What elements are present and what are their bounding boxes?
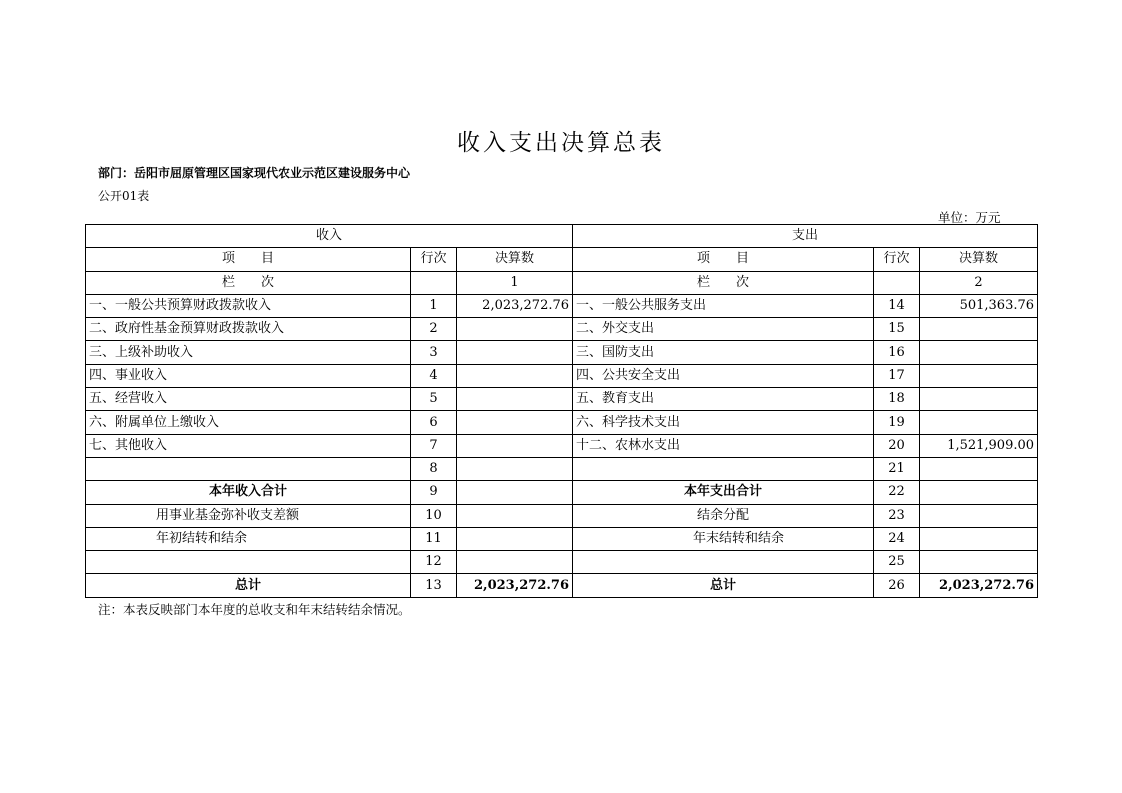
income-line-no: 6	[411, 411, 457, 434]
income-item: 年初结转和结余	[86, 527, 411, 550]
income-expense-table	[85, 224, 1038, 598]
expense-line-no: 19	[874, 411, 920, 434]
expense-total-amount: 2,023,272.76	[920, 574, 1038, 597]
expense-line-no: 14	[874, 294, 920, 317]
table-row	[86, 504, 1038, 527]
income-line-no: 1	[411, 294, 457, 317]
income-amount	[457, 364, 573, 387]
table-row	[86, 411, 1038, 434]
expense-line-no: 25	[874, 551, 920, 574]
income-line-no: 2	[411, 318, 457, 341]
expense-line-no: 21	[874, 457, 920, 480]
income-amount	[457, 434, 573, 457]
expense-item	[573, 551, 874, 574]
expense-amount	[920, 457, 1038, 480]
expense-amount	[920, 527, 1038, 550]
expense-line-no: 18	[874, 388, 920, 411]
expense-amount: 501,363.76	[920, 294, 1038, 317]
income-item: 二、政府性基金预算财政拨款收入	[86, 318, 411, 341]
income-item: 用事业基金弥补收支差额	[86, 504, 411, 527]
expense-item: 二、外交支出	[573, 318, 874, 341]
expense-item	[573, 457, 874, 480]
expense-line-header: 行次	[874, 248, 920, 271]
expense-amount	[920, 504, 1038, 527]
income-item: 五、经营收入	[86, 388, 411, 411]
income-item: 七、其他收入	[86, 434, 411, 457]
section-header-row	[86, 225, 1038, 248]
expense-item-header: 项 目	[573, 248, 874, 271]
income-amount	[457, 527, 573, 550]
income-item: 一、一般公共预算财政拨款收入	[86, 294, 411, 317]
income-amount	[457, 341, 573, 364]
income-line-no: 3	[411, 341, 457, 364]
expense-line-blank	[874, 271, 920, 294]
expense-item: 五、教育支出	[573, 388, 874, 411]
expense-line-no: 26	[874, 574, 920, 597]
table-row	[86, 294, 1038, 317]
income-column-number: 1	[457, 271, 573, 294]
table-row	[86, 551, 1038, 574]
expense-total-label: 总计	[573, 574, 874, 597]
income-line-no: 8	[411, 457, 457, 480]
income-line-no: 9	[411, 481, 457, 504]
income-amount	[457, 504, 573, 527]
expense-item: 四、公共安全支出	[573, 364, 874, 387]
income-subtotal-amount	[457, 481, 573, 504]
income-line-no: 12	[411, 551, 457, 574]
expense-amount	[920, 318, 1038, 341]
table-row	[86, 527, 1038, 550]
income-amount-header: 决算数	[457, 248, 573, 271]
income-amount	[457, 551, 573, 574]
income-amount	[457, 411, 573, 434]
expense-line-no: 20	[874, 434, 920, 457]
form-number: 公开01表	[98, 189, 150, 203]
income-amount: 2,023,272.76	[457, 294, 573, 317]
expense-item: 结余分配	[573, 504, 874, 527]
income-line-blank	[411, 271, 457, 294]
table-row	[86, 364, 1038, 387]
income-amount	[457, 388, 573, 411]
expense-subtotal-amount	[920, 481, 1038, 504]
expense-line-no: 24	[874, 527, 920, 550]
income-line-no: 10	[411, 504, 457, 527]
expense-line-no: 17	[874, 364, 920, 387]
income-item: 四、事业收入	[86, 364, 411, 387]
expense-item: 年末结转和结余	[573, 527, 874, 550]
income-item: 六、附属单位上缴收入	[86, 411, 411, 434]
income-total-label: 总计	[86, 574, 411, 597]
income-item: 三、上级补助收入	[86, 341, 411, 364]
income-item	[86, 457, 411, 480]
expense-column-label: 栏 次	[573, 271, 874, 294]
expense-subtotal-label: 本年支出合计	[573, 481, 874, 504]
income-total-amount: 2,023,272.76	[457, 574, 573, 597]
expense-item: 三、国防支出	[573, 341, 874, 364]
column-header-row	[86, 248, 1038, 271]
income-section-header: 收入	[86, 225, 573, 248]
expense-line-no: 23	[874, 504, 920, 527]
income-column-label: 栏 次	[86, 271, 411, 294]
table-row	[86, 318, 1038, 341]
income-line-header: 行次	[411, 248, 457, 271]
income-line-no: 5	[411, 388, 457, 411]
page-title: 收入支出决算总表	[457, 130, 665, 156]
table-row	[86, 341, 1038, 364]
income-amount	[457, 318, 573, 341]
expense-item: 六、科学技术支出	[573, 411, 874, 434]
income-line-no: 4	[411, 364, 457, 387]
table-row	[86, 434, 1038, 457]
income-line-no: 7	[411, 434, 457, 457]
table-row	[86, 457, 1038, 480]
table-row	[86, 388, 1038, 411]
expense-amount-header: 决算数	[920, 248, 1038, 271]
department-label: 部门：岳阳市屈原管理区国家现代农业示范区建设服务中心	[98, 166, 411, 180]
expense-column-number: 2	[920, 271, 1038, 294]
unit-label: 单位：万元	[938, 210, 1001, 225]
expense-amount	[920, 411, 1038, 434]
expense-amount	[920, 551, 1038, 574]
expense-amount	[920, 388, 1038, 411]
expense-amount	[920, 364, 1038, 387]
column-index-row	[86, 271, 1038, 294]
income-line-no: 11	[411, 527, 457, 550]
expense-section-header: 支出	[573, 225, 1038, 248]
income-item-header: 项 目	[86, 248, 411, 271]
expense-line-no: 22	[874, 481, 920, 504]
expense-amount: 1,521,909.00	[920, 434, 1038, 457]
expense-item: 一、一般公共服务支出	[573, 294, 874, 317]
total-row	[86, 574, 1038, 597]
income-item	[86, 551, 411, 574]
footnote: 注：本表反映部门本年度的总收支和年末结转结余情况。	[98, 602, 411, 617]
income-line-no: 13	[411, 574, 457, 597]
expense-line-no: 16	[874, 341, 920, 364]
income-subtotal-label: 本年收入合计	[86, 481, 411, 504]
expense-line-no: 15	[874, 318, 920, 341]
subtotal-row	[86, 481, 1038, 504]
expense-amount	[920, 341, 1038, 364]
expense-item: 十二、农林水支出	[573, 434, 874, 457]
income-amount	[457, 457, 573, 480]
